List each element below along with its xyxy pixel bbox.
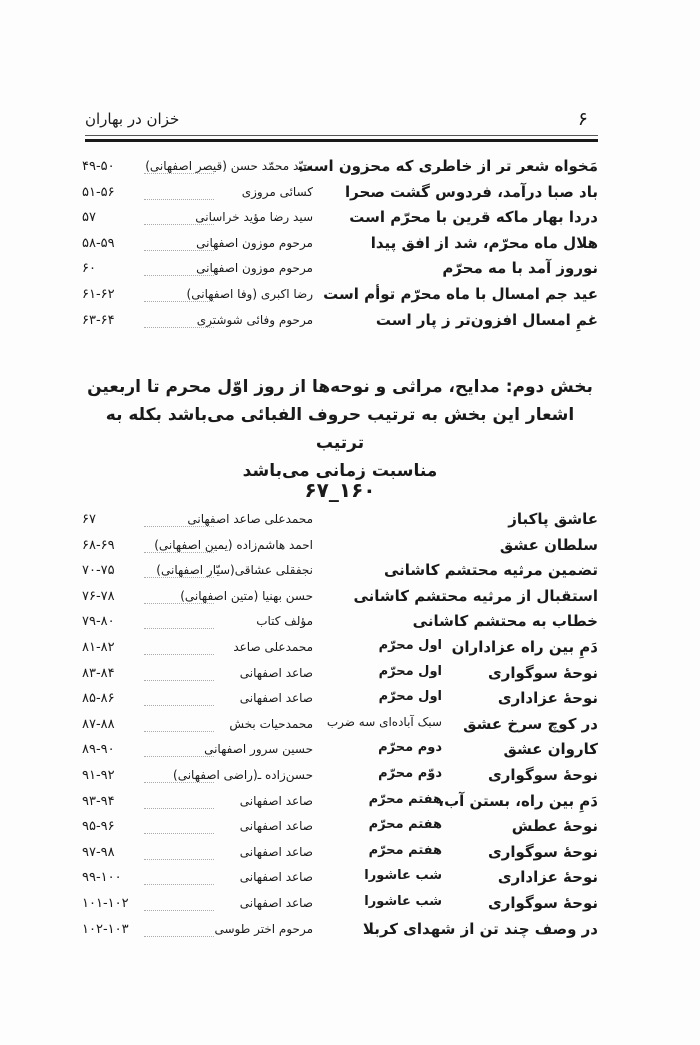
entry-author: مرحوم موزون اصفهانی <box>196 235 313 250</box>
leader-dots <box>144 261 214 276</box>
entry-title: در کوچ سرخ عشق <box>463 714 598 733</box>
toc-entry <box>82 766 598 792</box>
entry-occasion: شب عاشورا <box>364 893 442 909</box>
leader-dots <box>144 845 214 860</box>
entry-author: صاعد اصفهانی <box>239 665 313 680</box>
section-heading-line-2: اشعار این بخش به ترتیب حروف الفبائی می‌باشد بکله به ترتیب <box>105 405 575 453</box>
entry-author: صاعد اصفهانی <box>239 870 313 885</box>
entry-title: نوحهٔ سوگواری <box>488 893 598 912</box>
leader-dots <box>144 614 214 629</box>
page-range-heading: ۶۷_۱۶۰ <box>304 478 376 502</box>
leader-dots <box>144 896 214 911</box>
entry-title: مَخواه شعر تر از خاطری که محزون است <box>297 157 598 175</box>
toc-entry <box>82 157 598 183</box>
entry-pages: ۸۱-۸۲ <box>82 639 115 655</box>
entry-title: نوحهٔ عطش <box>511 817 598 836</box>
leader-dots <box>144 236 214 251</box>
entry-occasion: اول محرّم <box>378 689 442 705</box>
entry-author: حسین سرور اصفهانی <box>204 742 313 757</box>
entry-title: سلطان عشق <box>499 535 598 554</box>
toc-section-1 <box>82 157 598 336</box>
entry-title: نوحهٔ عزاداری <box>497 868 598 887</box>
entry-pages: ۶۷ <box>82 512 96 527</box>
entry-occasion: اول محرّم <box>378 663 442 679</box>
entry-pages: ۶۱-۶۲ <box>82 286 115 302</box>
toc-entry <box>82 792 598 818</box>
leader-dots <box>144 287 214 302</box>
leader-dots <box>144 589 214 604</box>
toc-entry <box>82 183 598 209</box>
entry-pages: ۸۳-۸۴ <box>82 665 115 681</box>
entry-occasion: هفتم محرّم <box>368 817 442 833</box>
section-heading-line-3: مناسبت زمانی می‌باشد <box>242 461 438 481</box>
entry-title: عاشق پاکباز <box>508 510 598 528</box>
entry-pages: ۸۷-۸۸ <box>82 716 115 732</box>
entry-title: نوحهٔ عزاداری <box>497 689 598 708</box>
entry-title: کاروان عشق <box>503 740 598 759</box>
entry-pages: ۹۹-۱۰۰ <box>82 870 122 886</box>
entry-title: دَمِ بین راه عزاداران <box>451 637 598 656</box>
entry-author: صاعد اصفهانی <box>239 819 313 834</box>
entry-author: محمدعلی صاعد اصفهانی <box>187 512 313 526</box>
toc-entry <box>82 612 598 638</box>
entry-pages: ۹۷-۹۸ <box>82 844 115 860</box>
entry-title: نوحهٔ سوگواری <box>488 842 598 861</box>
entry-author: حسن‌زاده ـ(راضی اصفهانی) <box>173 767 313 782</box>
entry-occasion: شب عاشورا <box>364 868 442 884</box>
leader-dots <box>144 922 214 937</box>
toc-entry <box>82 894 598 920</box>
leader-dots <box>144 691 214 706</box>
entry-title: استقبال از مرثیه محتشم کاشانی <box>353 586 598 605</box>
leader-dots <box>144 563 214 578</box>
entry-pages: ۵۱-۵۶ <box>82 184 115 200</box>
entry-pages: ۱۰۱-۱۰۲ <box>82 895 129 911</box>
toc-section-2 <box>82 510 598 945</box>
entry-author: سید رضا مؤید خراسانی <box>195 210 313 225</box>
toc-entry <box>82 510 598 536</box>
entry-pages: ۶۸-۶۹ <box>82 537 115 553</box>
entry-title: باد صبا درآمد، فردوس گشت صحرا <box>345 182 598 201</box>
entry-author: سیّد محمّد حسن (قیصر اصفهانی) <box>145 159 313 173</box>
entry-title: دردا بهار ماکه قرین با محرّم است <box>349 208 598 227</box>
leader-dots <box>144 870 214 885</box>
entry-title: هلال ماه محرّم، شد از افق پیدا <box>370 233 598 252</box>
leader-dots <box>144 640 214 655</box>
page-number: ۶ <box>577 108 588 130</box>
entry-pages: ۷۶-۷۸ <box>82 588 115 604</box>
entry-author: صاعد اصفهانی <box>239 844 313 859</box>
entry-author: نجفقلی عشاقی(سیّار اصفهانی) <box>156 563 313 578</box>
toc-entry <box>82 208 598 234</box>
entry-occasion: هفتم محرّم <box>368 842 442 858</box>
toc-entry <box>82 561 598 587</box>
entry-occasion: سبک آباده‌ای سه ضرب <box>326 714 442 729</box>
entry-pages: ۷۰-۷۵ <box>82 563 115 579</box>
entry-pages: ۱۰۲-۱۰۳ <box>82 921 129 937</box>
toc-entry <box>82 536 598 562</box>
entry-author: احمد هاشم‌زاده (یمین اصفهانی) <box>154 537 313 552</box>
entry-pages: ۴۹-۵۰ <box>82 159 115 174</box>
toc-entry <box>82 638 598 664</box>
entry-pages: ۶۳-۶۴ <box>82 312 115 328</box>
toc-entry <box>82 259 598 285</box>
entry-pages: ۶۰ <box>82 261 96 277</box>
section-heading-line-1: بخش دوم: مدایح، مراثی و نوحه‌ها از روز اوّل محرم تا اربعین <box>87 377 593 397</box>
toc-entry <box>82 715 598 741</box>
toc-entry <box>82 843 598 869</box>
entry-title: دَمِ بین راه، بستن آب، <box>438 791 598 810</box>
entry-pages: ۸۹-۹۰ <box>82 742 115 758</box>
book-title: خزان در بهاران <box>85 110 180 128</box>
entry-author: کسائی مروزی <box>241 184 313 199</box>
toc-entry <box>82 817 598 843</box>
entry-title: خطاب به محتشم کاشانی <box>412 612 598 631</box>
leader-dots <box>144 210 214 225</box>
entry-title: عید جم امسال با ماه محرّم توأم است <box>323 284 598 303</box>
entry-title: در وصف چند تن از شهدای کربلا <box>362 919 598 938</box>
leader-dots <box>144 768 214 783</box>
entry-author: صاعد اصفهانی <box>239 793 313 808</box>
entry-title: تضمین مرثیه محتشم کاشانی <box>383 561 598 580</box>
entry-title: نوحهٔ سوگواری <box>488 765 598 784</box>
entry-pages: ۹۱-۹۲ <box>82 767 115 783</box>
entry-occasion: اول محرّم <box>378 637 442 653</box>
leader-dots <box>144 819 214 834</box>
entry-title: نوروز آمد با مه محرّم <box>442 259 598 278</box>
toc-entry <box>82 689 598 715</box>
toc-entry <box>82 234 598 260</box>
toc-entry <box>82 664 598 690</box>
leader-dots <box>144 313 214 328</box>
toc-entry <box>82 740 598 766</box>
entry-pages: ۵۸-۵۹ <box>82 235 115 251</box>
leader-dots <box>144 512 214 527</box>
entry-occasion: دوم محرّم <box>378 740 442 756</box>
leader-dots <box>144 666 214 681</box>
entry-author: حسن بهنیا (متین اصفهانی) <box>180 588 313 603</box>
entry-occasion: هفتم محرّم <box>368 791 442 807</box>
entry-author: محمدعلی صاعد <box>233 639 313 654</box>
entry-author: مرحوم اختر طوسی <box>214 921 313 936</box>
toc-entry <box>82 587 598 613</box>
entry-pages: ۹۵-۹۶ <box>82 819 115 835</box>
header-rule-thin <box>85 135 598 136</box>
entry-author: مؤلف کتاب <box>256 614 313 629</box>
entry-author: صاعد اصفهانی <box>239 895 313 910</box>
leader-dots <box>144 794 214 809</box>
entry-pages: ۸۵-۸۶ <box>82 691 115 707</box>
leader-dots <box>144 538 214 553</box>
toc-entry <box>82 920 598 946</box>
entry-pages: ۵۷ <box>82 210 96 226</box>
leader-dots <box>144 185 214 200</box>
entry-title: نوحهٔ سوگواری <box>488 663 598 682</box>
toc-entry <box>82 285 598 311</box>
entry-title: غمِ امسال افزون‌تر ز پار است <box>375 310 598 329</box>
entry-pages: ۹۳-۹۴ <box>82 793 115 809</box>
toc-entry <box>82 311 598 337</box>
entry-author: محمدحیات بخش <box>229 716 313 731</box>
leader-dots <box>144 159 214 174</box>
entry-author: مرحوم موزون اصفهانی <box>196 261 313 276</box>
leader-dots <box>144 717 214 732</box>
entry-author: صاعد اصفهانی <box>239 691 313 706</box>
section-heading <box>82 373 598 485</box>
leader-dots <box>144 742 214 757</box>
entry-occasion: دوّم محرّم <box>378 765 442 781</box>
entry-author: رضا اکبری (وفا اصفهانی) <box>186 286 313 301</box>
header-rule-thick <box>85 139 598 142</box>
toc-entry <box>82 868 598 894</box>
entry-author: مرحوم وفائی شوشتری <box>196 312 313 327</box>
entry-pages: ۷۹-۸۰ <box>82 614 115 630</box>
running-header <box>85 108 598 138</box>
